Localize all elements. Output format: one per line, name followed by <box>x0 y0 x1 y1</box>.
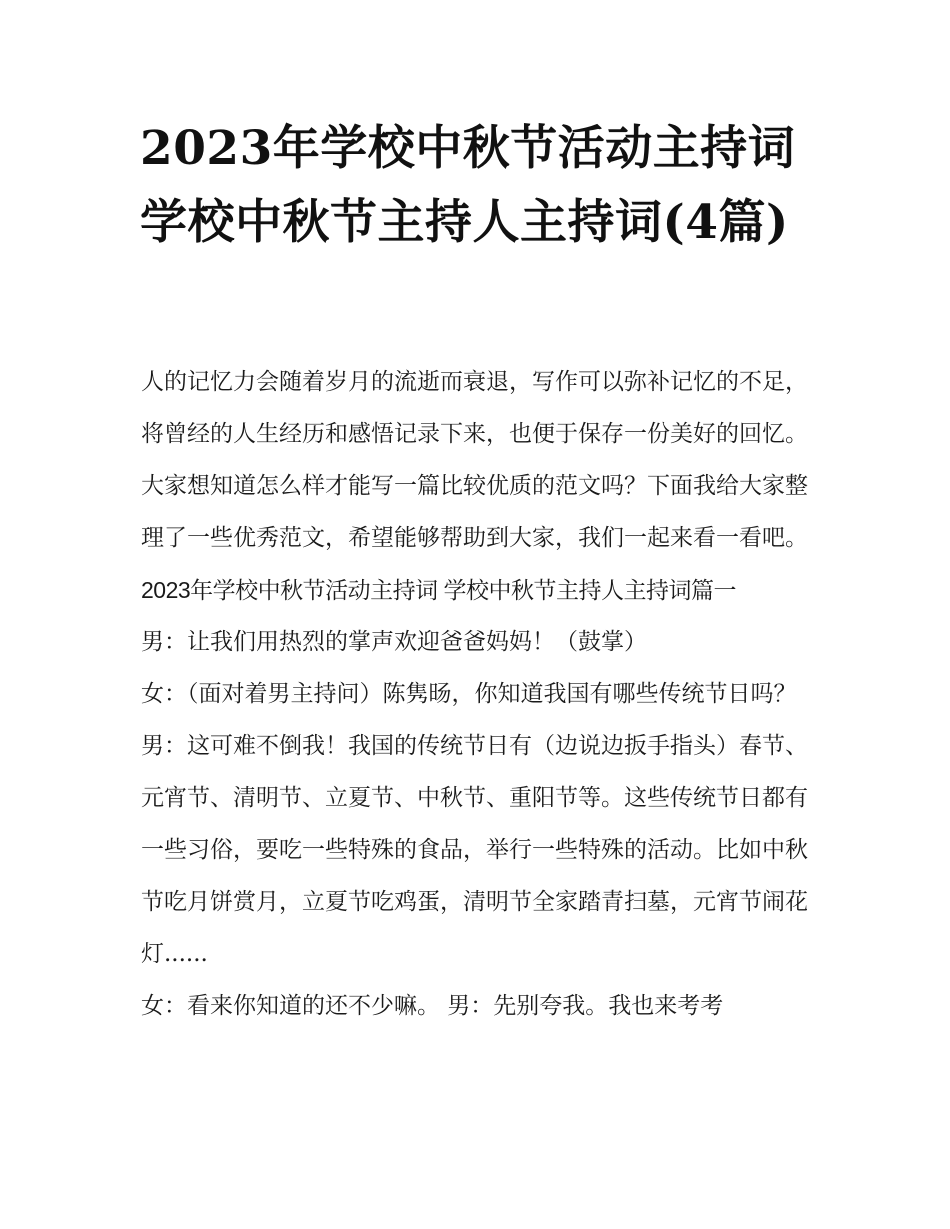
dialogue-line: 女：（面对着男主持问）陈隽旸，你知道我国有哪些传统节日吗？ <box>141 681 797 707</box>
dialogue-line: 男：让我们用热烈的掌声欢迎爸爸妈妈！（鼓掌） <box>141 629 647 655</box>
dialogue-line: 男：这可难不倒我！我国的传统节日有（边说边扳手指头）春节、元宵节、清明节、立夏节、中秋节、重阳节等。这些传统节日都有一些习俗，要吃一些特殊的食品，举行一些特殊的活动。比如中秋节吃月饼赏月，立夏节吃鸡蛋，清明节全家踏青扫墓，元宵节闹花灯...... <box>141 733 808 967</box>
intro-paragraph: 人的记忆力会随着岁月的流逝而衰退，写作可以弥补记忆的不足，将曾经的人生经历和感悟记录下来，也便于保存一份美好的回忆。大家想知道怎么样才能写一篇比较优质的范文吗？下面我给大家整理了一些优秀范文，希望能够帮助到大家，我们一起来看一看吧。 <box>141 369 808 551</box>
document-body <box>141 356 813 1032</box>
section-heading: 2023年学校中秋节活动主持词 学校中秋节主持人主持词篇一 <box>141 577 737 603</box>
document-title: 2023年学校中秋节活动主持词 学校中秋节主持人主持词(4篇) <box>140 121 796 250</box>
dialogue-line: 女：看来你知道的还不少嘛。 男：先别夸我。我也来考考 <box>141 993 724 1019</box>
